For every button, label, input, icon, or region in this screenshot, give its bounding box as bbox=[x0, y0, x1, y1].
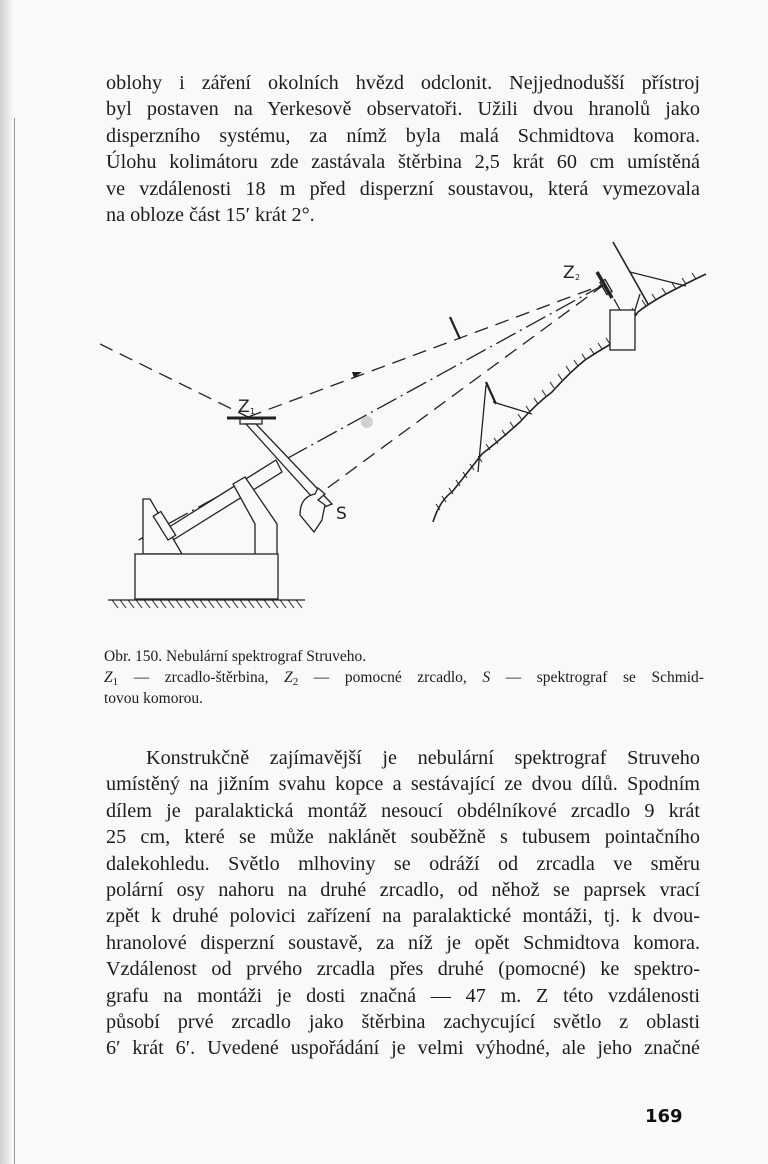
mirror-z2-strut bbox=[614, 299, 620, 310]
mirror-z1-holder bbox=[240, 419, 262, 424]
caption-legend-line bbox=[104, 667, 704, 688]
text-line: umístěný na jižním svahu kopce a sestávající ze dvou dílů. Spodním bbox=[106, 773, 700, 796]
tripod-leg bbox=[493, 402, 532, 414]
return-ray-axis bbox=[135, 284, 605, 542]
print-smudge bbox=[361, 416, 373, 428]
paragraph-top bbox=[106, 70, 700, 228]
s-description: — spektrograf se Schmid- bbox=[490, 669, 704, 686]
symbol-s: S bbox=[482, 669, 491, 686]
ground-hatching bbox=[112, 600, 302, 608]
text-line: disperzního systému, za nímž byla malá Schmidtova komora. bbox=[106, 124, 700, 147]
tripod-head bbox=[486, 382, 496, 404]
spectrograph-diagram bbox=[100, 232, 710, 632]
z2-housing bbox=[610, 310, 635, 350]
hillside-hatching bbox=[436, 273, 696, 510]
label-z2: Z bbox=[563, 263, 575, 283]
z1-description: — zrcadlo-štěrbina, bbox=[118, 669, 285, 686]
text-line: dílem je paralaktická montáž nesoucí obdélníkové zrcadlo 9 krát bbox=[106, 799, 700, 822]
text-line: Vzdálenost od prvého zrcadla přes druhé (pomocné) ke spektro- bbox=[106, 958, 700, 981]
upper-tripod-leg bbox=[613, 242, 648, 304]
text-line: grafu na montáži je dosti značná — 47 m. Z této vzdálenosti bbox=[106, 984, 700, 1007]
paragraph-main bbox=[106, 745, 700, 1062]
page-edge-line bbox=[14, 118, 15, 1164]
caption-title: Obr. 150. Nebulární spektrograf Struveho. bbox=[104, 648, 367, 665]
caption-line-3: tovou komorou. bbox=[104, 690, 204, 707]
incoming-light-ray bbox=[100, 344, 248, 417]
label-z1-sub: 1 bbox=[250, 407, 256, 416]
text-line: dalekohledu. Světlo mlhoviny se odráží od zrcadla ve směru bbox=[106, 852, 700, 875]
spectrograph-s bbox=[300, 488, 325, 532]
z2-description: — pomocné zrcadlo, bbox=[298, 669, 483, 686]
ray-marker bbox=[450, 317, 460, 339]
page-number: 169 bbox=[645, 1106, 683, 1127]
text-line: ve vzdálenosti 18 m před disperzní soustavou, která vymezovala bbox=[106, 177, 700, 200]
label-z1: Z bbox=[238, 397, 250, 417]
text-line: byl postaven na Yerkesově observatoři. Užili dvou hranolů jako bbox=[106, 98, 700, 121]
book-spine-shadow bbox=[0, 0, 12, 1164]
symbol-z1: Z bbox=[104, 669, 113, 686]
label-s: S bbox=[336, 504, 347, 524]
text-line: působí prvé zrcadlo jako štěrbina zachycující světlo z oblasti bbox=[106, 1011, 700, 1034]
symbol-z2: Z bbox=[284, 669, 293, 686]
figure-caption bbox=[104, 646, 704, 709]
text-line: polární osy nahoru na druhé zrcadlo, od něhož se paprsek vrací bbox=[106, 879, 700, 902]
text-line: zpět k druhé polovici zařízení na paralaktické montáži, tj. k dvou- bbox=[106, 905, 700, 928]
label-z2-sub: 2 bbox=[575, 273, 581, 282]
text-line: hranolové disperzní soustavě, za níž je opět Schmidtova komora. bbox=[106, 931, 700, 954]
text-line: Konstrukčně zajímavější je nebulární spektrograf Struveho bbox=[146, 747, 700, 769]
hillside-slope bbox=[433, 274, 706, 522]
symbol-z1-sub: 1 bbox=[112, 676, 119, 688]
text-line: 25 cm, které se může naklánět souběžně s tubusem pointačního bbox=[106, 826, 700, 849]
z2-housing-strut bbox=[635, 294, 640, 310]
text-line: oblohy i záření okolních hvězd odclonit. Nejjednodušší přístroj bbox=[106, 72, 700, 94]
text-line: na obloze část 15′ krát 2°. bbox=[106, 204, 315, 227]
text-line: Úlohu kolimátoru zde zastávala štěrbina 2,5 krát 60 cm umístěná bbox=[106, 151, 700, 174]
return-ray-to-spectrograph bbox=[318, 284, 605, 495]
mirror-z2 bbox=[597, 272, 612, 298]
upper-tripod-leg bbox=[630, 272, 686, 286]
figure-struve-spectrograph bbox=[100, 232, 710, 632]
text-line: 6′ krát 6′. Uvedené uspořádání je velmi výhodné, ale jeho značné bbox=[106, 1037, 700, 1060]
tripod-leg bbox=[478, 385, 486, 472]
reflected-ray-to-z2 bbox=[248, 284, 605, 417]
symbol-z2-sub: 2 bbox=[292, 676, 299, 688]
mount-base bbox=[135, 554, 278, 599]
